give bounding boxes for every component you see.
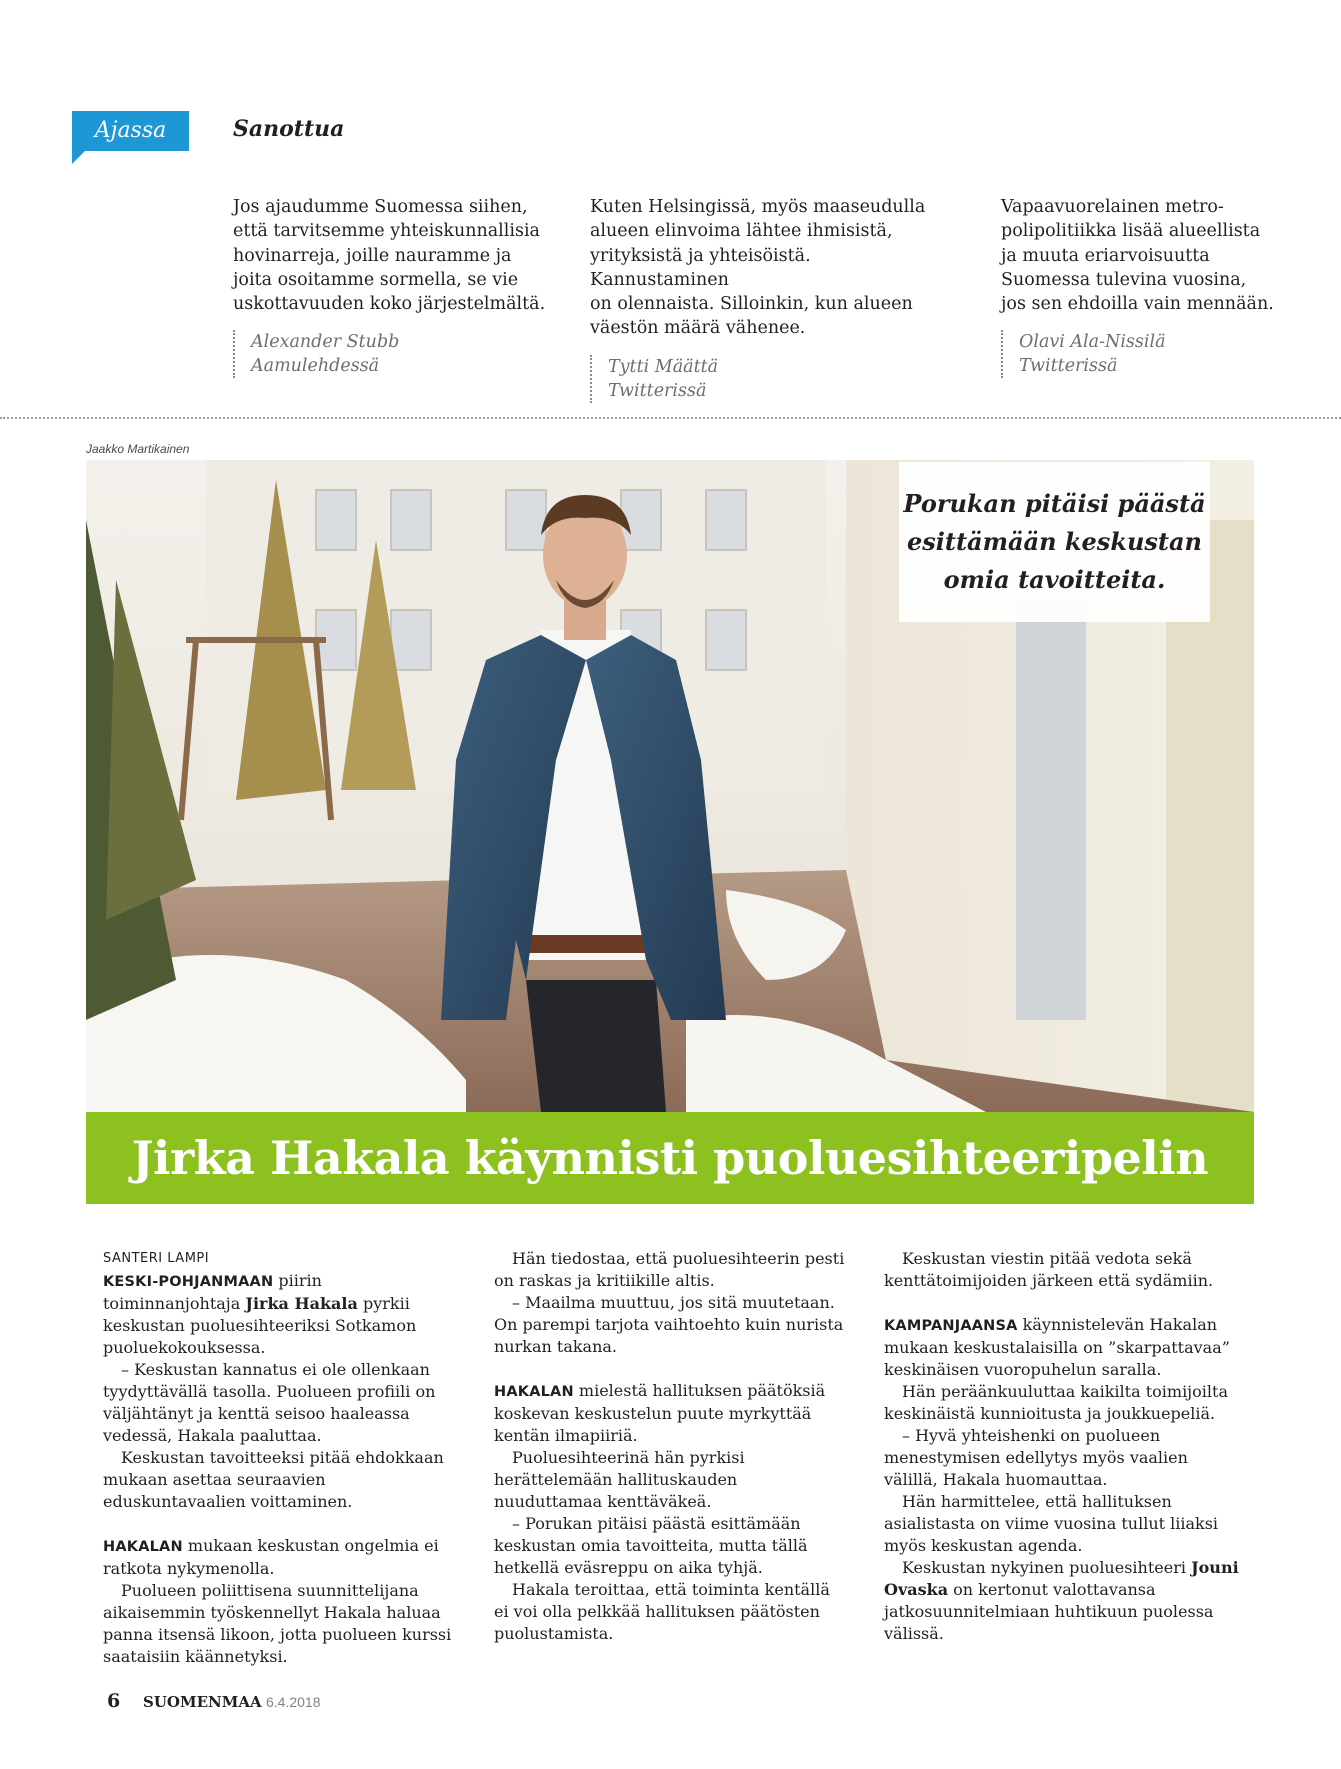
- magazine-name: SUOMENMAA: [143, 1693, 262, 1711]
- paragraph-text: käynnistelevän Hakalan mukaan keskustalaisilla on ”skarpattavaa” keskinäisen vuoropuhelun saralla.: [884, 1315, 1230, 1379]
- quote-text: Vapaavuorelainen metro- polipolitiikka lisää alueellista ja muuta eriarvoisuutta Suomessa tulevina vuosina, jos sen ehdoilla vain mennään.: [1001, 197, 1274, 315]
- article-headline: Jirka Hakala käynnisti puoluesihteeripelin: [131, 1131, 1209, 1185]
- person-name: Jouni Ovaska: [884, 1558, 1239, 1599]
- paragraph-text: pyrkii keskustan puoluesihteeriksi Sotkamon puoluekokouksessa.: [103, 1294, 417, 1357]
- quote-author: Olavi Ala-Nissilä: [1019, 332, 1166, 353]
- paragraph: Hän tiedostaa, että puoluesihteerin pesti on raskas ja kritiikille altis.: [494, 1249, 845, 1290]
- page-number: 6: [107, 1690, 121, 1712]
- paragraph: Keskustan tavoitteeksi pitää ehdokkaan mukaan asettaa seuraavien eduskuntavaalien voittaminen.: [103, 1448, 444, 1511]
- quote-source: Aamulehdessä: [251, 356, 380, 377]
- paragraph: Hakala teroittaa, että toiminta kentällä ei voi olla pelkkää hallituksen päätösten puolustamista.: [494, 1580, 830, 1643]
- article-column-2: [494, 1248, 846, 1645]
- quote-text: Jos ajaudumme Suomessa siihen, että tarvitsemme yhteiskunnallisia hovinarreja, joille nauramme ja joita osoitamme sormella, se vie uskottavuuden koko järjestelmältä.: [233, 197, 546, 315]
- paragraph: – Maailma muuttuu, jos sitä muutetaan. On parempi tarjota vaihtoehto kuin nurista nurkan takana.: [494, 1293, 844, 1356]
- lead-in-caps: HAKALAN: [494, 1384, 574, 1400]
- quote-attribution: [590, 355, 950, 403]
- quote-block-3: [1001, 195, 1301, 378]
- article-column-3: [884, 1248, 1240, 1645]
- paragraph: – Hyvä yhteishenki on puolueen menestymisen edellytys myös vaalien välillä, Hakala huomauttaa.: [884, 1426, 1188, 1489]
- pull-quote-text: Porukan pitäisi päästä esittämään keskustan omia tavoitteita.: [903, 489, 1206, 594]
- paragraph-text: Keskustan nykyinen puoluesihteeri: [902, 1558, 1192, 1577]
- article-column-1: [103, 1248, 455, 1668]
- quote-attribution: [1001, 330, 1301, 378]
- paragraph: [884, 1314, 1240, 1381]
- section-divider: [0, 417, 1341, 419]
- section-tag: Ajassa: [72, 111, 189, 151]
- quote-text: Kuten Helsingissä, myös maaseudulla alueen elinvoima lähtee ihmisistä, yrityksistä ja yhteisöistä. Kannustaminen on olennaista. Silloinkin, kun alueen väestön määrä vähenee.: [590, 197, 926, 339]
- quote-block-2: [590, 195, 950, 403]
- pull-quote: [899, 462, 1210, 622]
- section-tag-tail: [72, 151, 85, 164]
- person-name: Jirka Hakala: [245, 1294, 358, 1313]
- lead-in-caps: HAKALAN: [103, 1539, 183, 1555]
- issue-date: 6.4.2018: [266, 1694, 321, 1710]
- paragraph: Puoluesihteerinä hän pyrkisi herättelemään hallituskauden nuuduttamaa kenttäväkeä.: [494, 1448, 745, 1511]
- paragraph: – Keskustan kannatus ei ole ollenkaan tyydyttävällä tasolla. Puolueen profiili on väljähtänyt ja kenttä seisoo haaleassa vedessä, Hakala paaluttaa.: [103, 1360, 436, 1445]
- paragraph: – Porukan pitäisi päästä esittämään keskustan omia tavoitteita, mutta tällä hetkellä eväsreppu on aika tyhjä.: [494, 1514, 808, 1577]
- paragraph: Keskustan viestin pitää vedota sekä kenttätoimijoiden järkeen että sydämiin.: [884, 1249, 1214, 1290]
- paragraph: [494, 1380, 846, 1447]
- paragraph-text: on kertonut valottavansa jatkosuunnitelmiaan huhtikuun puolessa välissä.: [884, 1580, 1214, 1643]
- paragraph: [103, 1270, 455, 1359]
- lead-in-caps: KESKI-POHJANMAAN: [103, 1274, 274, 1290]
- paragraph: Hän peräänkuuluttaa kaikilta toimijoilta keskinäistä kunnioitusta ja joukkuepeliä.: [884, 1382, 1228, 1423]
- quote-author: Tytti Määttä: [608, 356, 719, 377]
- paragraph-text: piirin toiminnanjohtaja: [103, 1271, 322, 1313]
- section-title: Sanottua: [233, 116, 345, 142]
- quote-block-1: [233, 195, 563, 378]
- paragraph: Hän harmittelee, että hallituksen asialistasta on viime vuosina tullut liiaksi myös keskustan agenda.: [884, 1492, 1219, 1555]
- quote-author: Alexander Stubb: [251, 332, 400, 353]
- paragraph-text: mielestä hallituksen päätöksiä koskevan keskustelun puute myrkyttää kentän ilmapiiriä.: [494, 1381, 826, 1445]
- photo-credit: Jaakko Martikainen: [86, 442, 190, 456]
- paragraph: [103, 1535, 455, 1580]
- byline: SANTERI LAMPI: [103, 1251, 210, 1266]
- paragraph: Puolueen poliittisena suunnittelijana aikaisemmin työskennellyt Hakala haluaa panna itsensä likoon, jotta puolueen kurssi saataisiin käännetyksi.: [103, 1581, 452, 1666]
- paragraph: [884, 1557, 1240, 1645]
- quote-source: Twitterissä: [1019, 356, 1118, 377]
- quote-source: Twitterissä: [608, 380, 707, 401]
- quote-attribution: [233, 330, 563, 378]
- lead-in-caps: KAMPANJAANSA: [884, 1318, 1018, 1334]
- paragraph-text: mukaan keskustan ongelmia ei ratkota nykymenolla.: [103, 1536, 439, 1578]
